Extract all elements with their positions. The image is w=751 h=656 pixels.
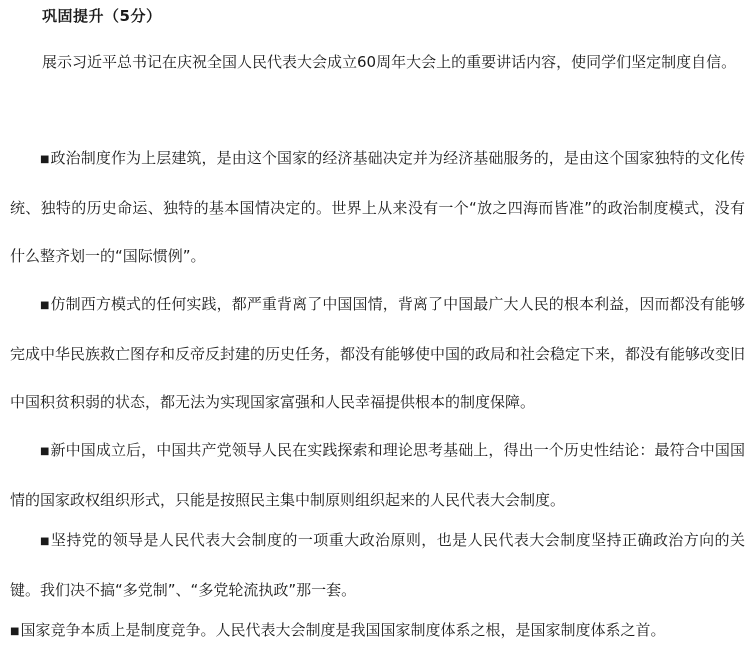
bullet-square-icon: ■ [40,446,50,457]
point-text-5: 国家竞争本质上是制度竞争。人民代表大会制度是我国国家制度体系之根，是国家制度体系之首。 [20,621,666,639]
point-text-4: 坚持党的领导是人民代表大会制度的一项重大政治原则，也是人民代表大会制度坚持正确政治方向的关键。我们决不搞“多党制”、“多党轮流执政”那一套。 [10,531,745,599]
intro-paragraph: 展示习近平总书记在庆祝全国人民代表大会成立60周年大会上的重要讲话内容，使同学们坚定制度自信。 [42,53,737,71]
point-paragraph-1 [10,134,745,280]
point-paragraph-3 [10,426,745,524]
point-text-3: 新中国成立后，中国共产党领导人民在实践探索和理论思考基础上，得出一个历史性结论：最符合中国国情的国家政权组织形式，只能是按照民主集中制原则组织起来的人民代表大会制度。 [10,441,745,509]
section-title: 巩固提升（5分） [42,7,162,25]
point-paragraph-2 [10,280,745,426]
point-paragraph-4 [10,516,745,614]
bullet-square-icon: ■ [40,536,50,547]
bullet-square-icon: ■ [40,154,50,165]
point-text-2: 仿制西方模式的任何实践，都严重背离了中国国情，背离了中国最广大人民的根本利益，因而都没有能够完成中华民族救亡图存和反帝反封建的历史任务，都没有能够使中国的政局和社会稳定下来，都没有能够改变旧中国积贫积弱的状态，都无法为实现国家富强和人民幸福提供根本的制度保障。 [10,295,746,411]
point-text-1: 政治制度作为上层建筑，是由这个国家的经济基础决定并为经济基础服务的，是由这个国家独特的文化传统、独特的历史命运、独特的基本国情决定的。世界上从来没有一个“放之四海而皆准”的政治制度模式，没有什么整齐划一的“国际惯例”。 [10,149,745,265]
bullet-square-icon: ■ [40,300,50,311]
point-paragraph-5 [10,606,745,656]
bullet-square-icon: ■ [10,626,20,637]
